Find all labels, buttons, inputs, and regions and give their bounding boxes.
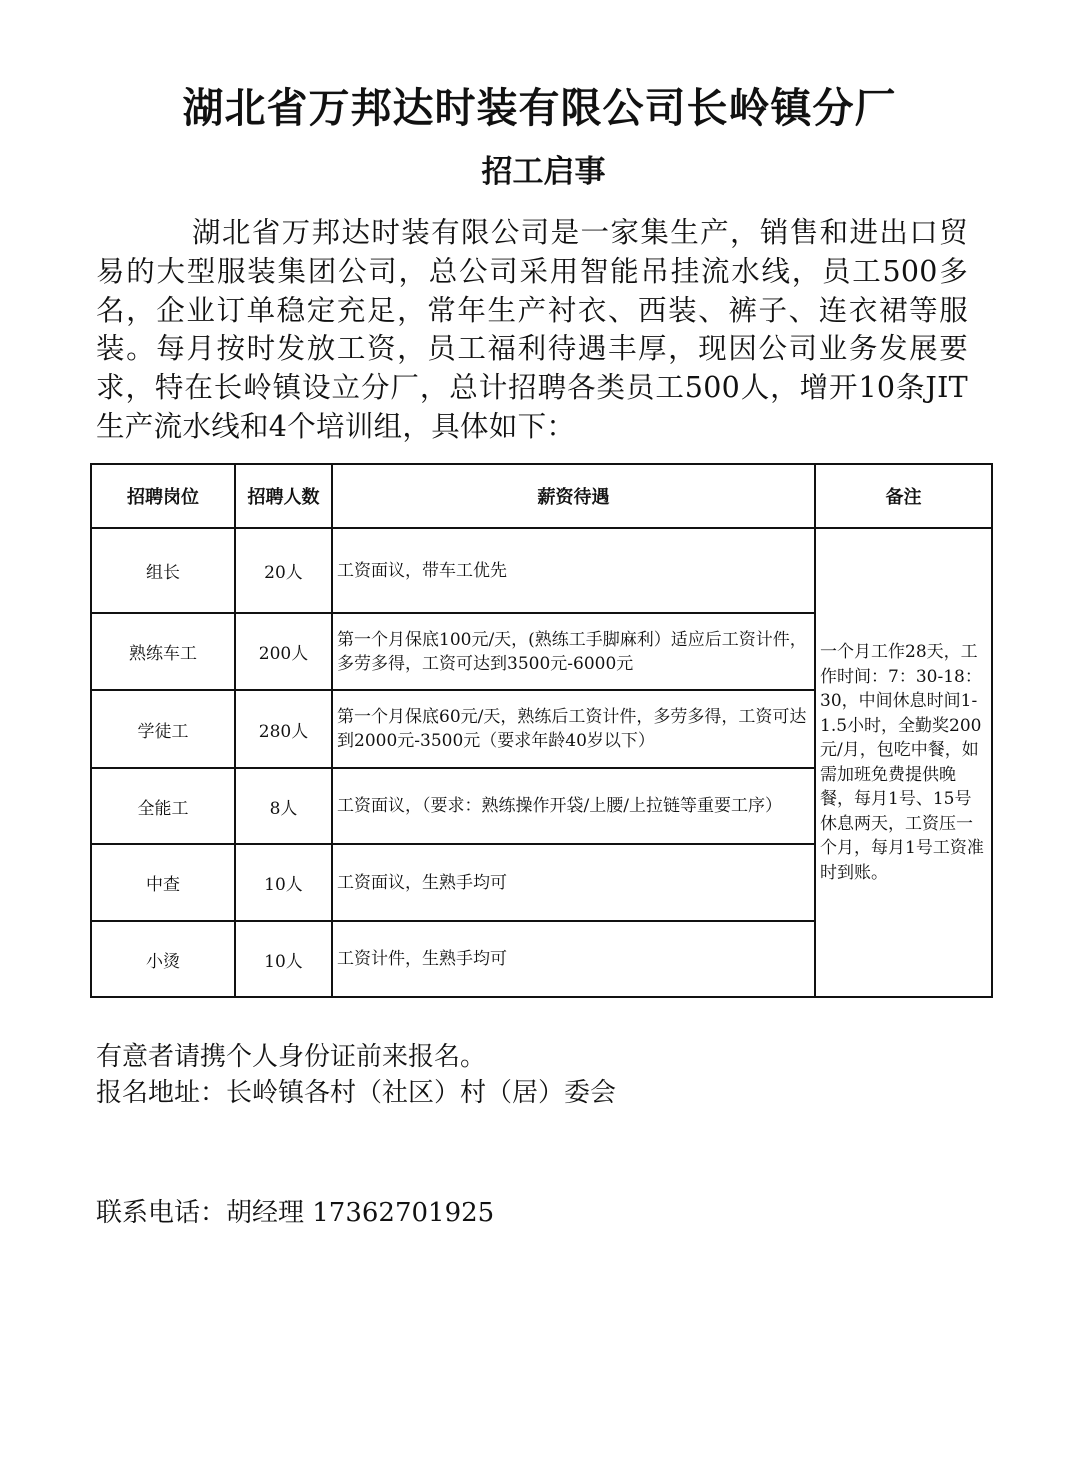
cell-position: 中查 <box>91 844 235 921</box>
cell-position: 学徒工 <box>91 690 235 768</box>
cell-count: 10人 <box>235 844 332 921</box>
header-salary: 薪资待遇 <box>332 464 815 528</box>
table-header-row <box>91 464 992 528</box>
cell-count: 8人 <box>235 768 332 844</box>
cell-position: 全能工 <box>91 768 235 844</box>
cell-count: 10人 <box>235 921 332 997</box>
page-title: 湖北省万邦达时装有限公司长岭镇分厂 <box>182 84 897 132</box>
cell-count: 20人 <box>235 528 332 613</box>
header-count: 招聘人数 <box>235 464 332 528</box>
cell-salary: 工资计件，生熟手均可 <box>332 921 815 997</box>
cell-position: 组长 <box>91 528 235 613</box>
cell-count: 280人 <box>235 690 332 768</box>
cell-salary: 第一个月保底100元/天，(熟练工手脚麻利）适应后工资计件，多劳多得，工资可达到3500元-6000元 <box>332 613 815 690</box>
cell-position: 小烫 <box>91 921 235 997</box>
header-position: 招聘岗位 <box>91 464 235 528</box>
contact-phone: 联系电话：胡经理 17362701925 <box>96 1198 495 1228</box>
recruitment-table <box>90 463 993 998</box>
header-note: 备注 <box>815 464 992 528</box>
signup-address: 报名地址：长岭镇各村（社区）村（居）委会 <box>96 1078 617 1108</box>
cell-count: 200人 <box>235 613 332 690</box>
cell-salary: 工资面议，带车工优先 <box>332 528 815 613</box>
cell-position: 熟练车工 <box>91 613 235 690</box>
intro-paragraph: 湖北省万邦达时装有限公司是一家集生产，销售和进出口贸易的大型服装集团公司，总公司采用智能吊挂流水线，员工500多名，企业订单稳定充足，常年生产衬衣、西装、裤子、连衣裙等服装。每月按时发放工资，员工福利待遇丰厚，现因公司业务发展要求，特在长岭镇设立分厂，总计招聘各类员工500人，增开10条JIT生产流水线和4个培训组，具体如下： <box>96 216 968 443</box>
cell-salary: 工资面议，生熟手均可 <box>332 844 815 921</box>
table-row <box>91 528 992 613</box>
signup-instruction: 有意者请携个人身份证前来报名。 <box>96 1042 487 1072</box>
cell-salary: 第一个月保底60元/天，熟练后工资计件，多劳多得，工资可达到2000元-3500元（要求年龄40岁以下） <box>332 690 815 768</box>
cell-salary: 工资面议，（要求：熟练操作开袋/上腰/上拉链等重要工序） <box>332 768 815 844</box>
page-subtitle: 招工启事 <box>481 154 606 190</box>
cell-note: 一个月工作28天，工作时间：7：30-18：30，中间休息时间1-1.5小时，全勤奖200元/月，包吃中餐，如需加班免费提供晚餐，每月1号、15号休息两天，工资压一个月，每月1号工资准时到账。 <box>815 528 992 997</box>
